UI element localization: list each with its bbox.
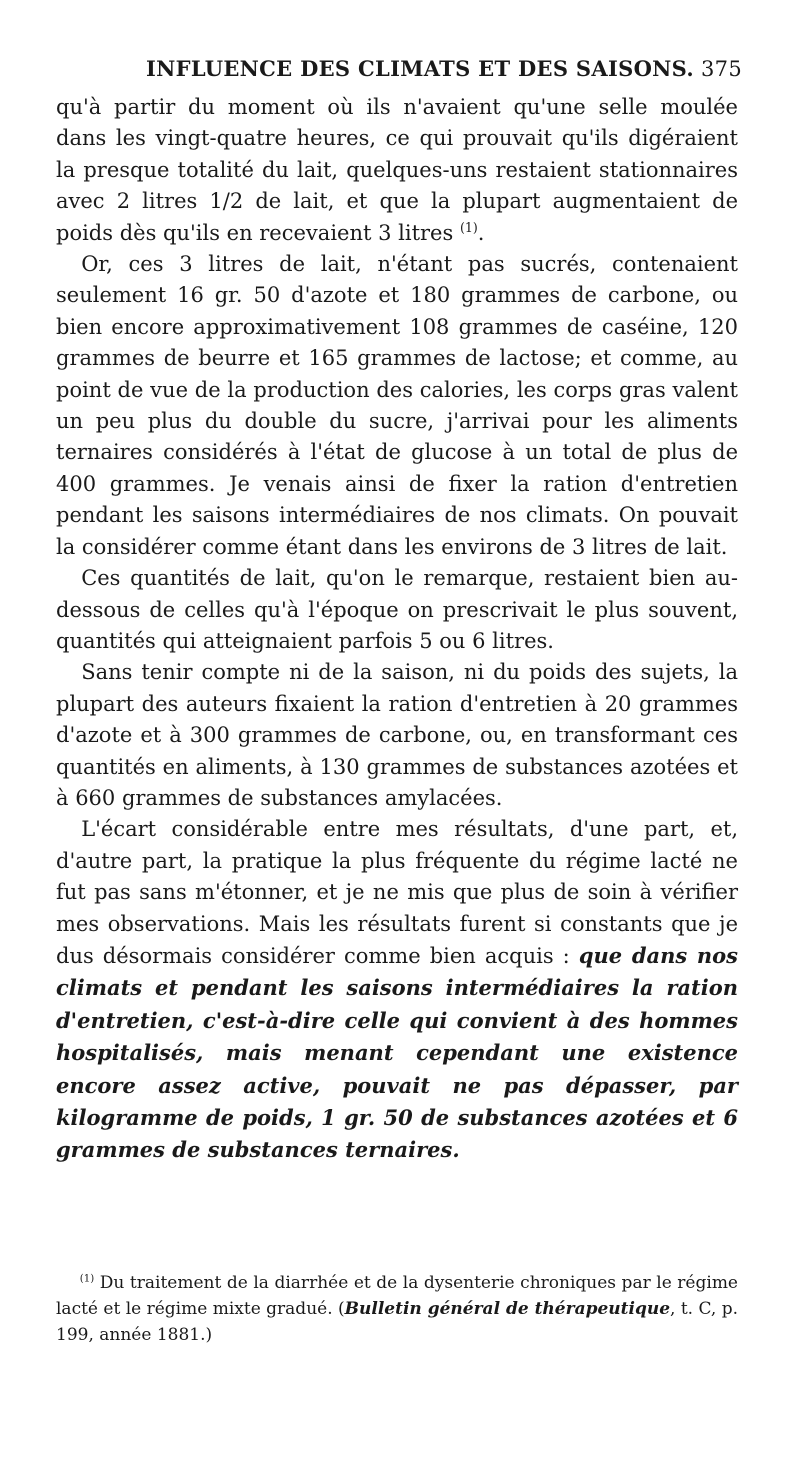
footnote-1: $^{(1)}$ Du traitement de la diarrhée et de la dysenterie chroniques par le régime lacté et le régime mixte gradué. (Bulletin général de thérapeutique, t. C, p. 199, année 1881.) <box>56 1273 739 1345</box>
paragraph-4: Sans tenir compte ni de la saison, ni du poids des sujets, la plupart des auteurs fixaient la ration d'entretien à 20 grammes d'azote et à 300 grammes de carbone, ou, en transformant ces quantités en aliments, à 130 grammes de substances azotées et à 660 grammes de substances amylacées. <box>56 660 738 810</box>
footnote-journal: Bulletin général de thérapeutique <box>344 1299 671 1319</box>
paragraph-1: qu'à partir du moment où ils n'avaient qu'une selle moulée dans les vingt-quatre heures, ce qui prouvait qu'ils digéraient la presque totalité du lait, quelques-uns restaient stationnaires avec 2 litres 1/2 de lait, et que la plupart augmentaient de poids dès qu'ils en recevaient 3 litres $^{(1)}$. <box>56 95 738 245</box>
paragraph-3: Ces quantités de lait, qu'on le remarque, restaient bien au-dessous de celles qu'à l'époque on prescrivait le plus souvent, quantités qui atteignaient parfois 5 ou 6 litres. <box>56 566 738 653</box>
paragraph-5: L'écart considérable entre mes résultats, d'une part, et, d'autre part, la pratique la plus fréquente du régime lacté ne fut pas sans m'étonner, et je ne mis que plus de soin à vérifier mes observations. Mais les résultats furent si constants que je dus désormais considérer comme bien acquis : que dans nos climats et pendant les saisons intermédiaires la ration d'entretien, c'est-à-dire celle qui convient à des hommes hospitalisés, mais menant cependant une existence encore assez active, pouvait ne pas dépasser, par kilogramme de poids, 1 gr. 50 de substances azotées et 6 grammes de substances ternaires. <box>56 817 738 1163</box>
conclusion-italic: que dans nos climats et pendant les saisons intermédiaires la ration d'entretien, c'est-à-dire celle qui convient à des hommes hospitalisés, mais menant cependant une existence encore assez active, pouvait ne pas dépasser, par kilogramme de poids, 1 gr. 50 de substances azotées et 6 grammes de substances ternaires. <box>56 942 738 1163</box>
footnote-ref: (1) <box>459 219 478 235</box>
footnote-marker: (1) <box>79 1273 95 1285</box>
footnotes <box>56 1270 738 1348</box>
paragraph-2: Or, ces 3 litres de lait, n'étant pas sucrés, contenaient seulement 16 gr. 50 d'azote et 180 grammes de carbone, ou bien encore approximativement 108 grammes de caséine, 120 grammes de beurre et 165 grammes de lactose; et comme, au point de vue de la production des calories, les corps gras valent un peu plus du double du sucre, j'arrivai pour les aliments ternaires considérés à l'état de glucose à un total de plus de 400 grammes. Je venais ainsi de fixer la ration d'entretien pendant les saisons intermédiaires de nos climats. On pouvait la considérer comme étant dans les environs de 3 litres de lait. <box>56 252 738 559</box>
running-title: INFLUENCE DES CLIMATS ET DES SAISONS. <box>146 56 694 81</box>
page-number: 375 <box>701 57 742 81</box>
running-header <box>58 56 742 81</box>
body-text <box>56 92 738 1167</box>
